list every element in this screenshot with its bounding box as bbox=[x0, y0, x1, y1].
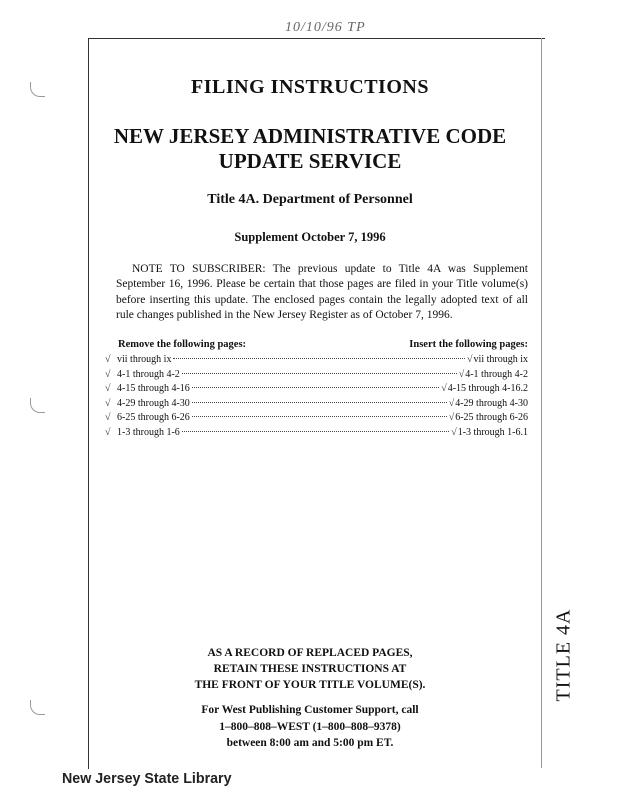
record-line: RETAIN THESE INSTRUCTIONS AT bbox=[213, 663, 407, 675]
dot-leader bbox=[182, 431, 449, 432]
insert-pages: 4-15 through 4-16.2 bbox=[447, 383, 528, 394]
title-tab bbox=[536, 600, 592, 710]
insert-pages: 6-25 through 6-26 bbox=[455, 412, 528, 423]
remove-pages: 4-15 through 4-16 bbox=[117, 383, 190, 394]
checkmark-icon: √ bbox=[451, 426, 457, 438]
title-tab-label: TITLE 4A bbox=[552, 608, 575, 702]
checkmark-icon: √ bbox=[105, 412, 111, 423]
punch-hole-mark bbox=[30, 398, 45, 413]
code-title-line1: NEW JERSEY ADMINISTRATIVE CODE bbox=[113, 124, 507, 148]
title-department: Title 4A. Department of Personnel bbox=[207, 192, 413, 207]
table-row bbox=[105, 427, 528, 442]
checkmark-icon: √ bbox=[105, 397, 111, 409]
record-instructions bbox=[100, 645, 520, 693]
remove-pages: 4-29 through 4-30 bbox=[117, 397, 190, 409]
table-row bbox=[105, 398, 528, 413]
record-line: AS A RECORD OF REPLACED PAGES, bbox=[207, 647, 413, 659]
insert-pages: vii through ix bbox=[473, 354, 528, 365]
remove-header: Remove the following pages: bbox=[118, 339, 247, 350]
dot-leader bbox=[192, 387, 439, 388]
punch-hole-mark bbox=[30, 82, 45, 97]
filing-instructions-heading: FILING INSTRUCTIONS bbox=[191, 76, 429, 98]
note-to-subscriber: NOTE TO SUBSCRIBER: The previous update to Title 4A was Supplement September 16, 1996. Please be certain that those pages are filed in your Title volume(s) before inserting this update. The enclosed pages contain the legally adopted text of all rule changes published in the New Jersey Register as of October 7, 1996. bbox=[116, 263, 528, 321]
insert-pages: 4-29 through 4-30 bbox=[455, 397, 528, 409]
supplement-date: Supplement October 7, 1996 bbox=[234, 230, 386, 244]
support-line: For West Publishing Customer Support, call bbox=[201, 704, 419, 716]
dot-leader bbox=[173, 358, 465, 359]
checkmark-icon: √ bbox=[458, 368, 465, 380]
table-row bbox=[105, 383, 528, 398]
remove-pages: 6-25 through 6-26 bbox=[117, 412, 190, 423]
checkmark-icon: √ bbox=[441, 383, 447, 394]
code-title bbox=[100, 124, 520, 174]
checkmark-icon: √ bbox=[448, 412, 455, 423]
checkmark-icon: √ bbox=[448, 397, 455, 409]
dot-leader bbox=[192, 416, 447, 417]
checkmark-icon: √ bbox=[105, 426, 111, 438]
support-phone: 1–800–808–WEST (1–800–808–9378) bbox=[219, 720, 401, 733]
insert-pages: 1-3 through 1-6.1 bbox=[457, 426, 528, 438]
support-hours: between 8:00 am and 5:00 pm ET. bbox=[226, 737, 394, 749]
handwritten-date-stamp: 10/10/96 TP bbox=[285, 20, 366, 35]
checkmark-icon: √ bbox=[105, 383, 111, 394]
pages-table bbox=[105, 354, 528, 441]
insert-pages: 4-1 through 4-2 bbox=[465, 368, 528, 380]
table-row bbox=[105, 412, 528, 427]
remove-pages: 4-1 through 4-2 bbox=[117, 368, 180, 380]
record-line: THE FRONT OF YOUR TITLE VOLUME(S). bbox=[194, 679, 426, 691]
insert-header: Insert the following pages: bbox=[409, 339, 528, 350]
checkmark-icon: √ bbox=[467, 354, 473, 365]
remove-pages: 1-3 through 1-6 bbox=[117, 426, 180, 438]
code-title-line2: UPDATE SERVICE bbox=[218, 149, 402, 173]
dot-leader bbox=[182, 373, 457, 374]
dot-leader bbox=[192, 402, 447, 403]
library-watermark: New Jersey State Library bbox=[62, 770, 232, 787]
customer-support-info bbox=[100, 702, 520, 752]
pages-table-header bbox=[118, 339, 528, 350]
checkmark-icon: √ bbox=[105, 354, 111, 365]
table-row bbox=[105, 354, 528, 369]
table-row bbox=[105, 369, 528, 384]
remove-pages: vii through ix bbox=[117, 354, 172, 365]
checkmark-icon: √ bbox=[105, 368, 111, 380]
punch-hole-mark bbox=[30, 700, 45, 715]
